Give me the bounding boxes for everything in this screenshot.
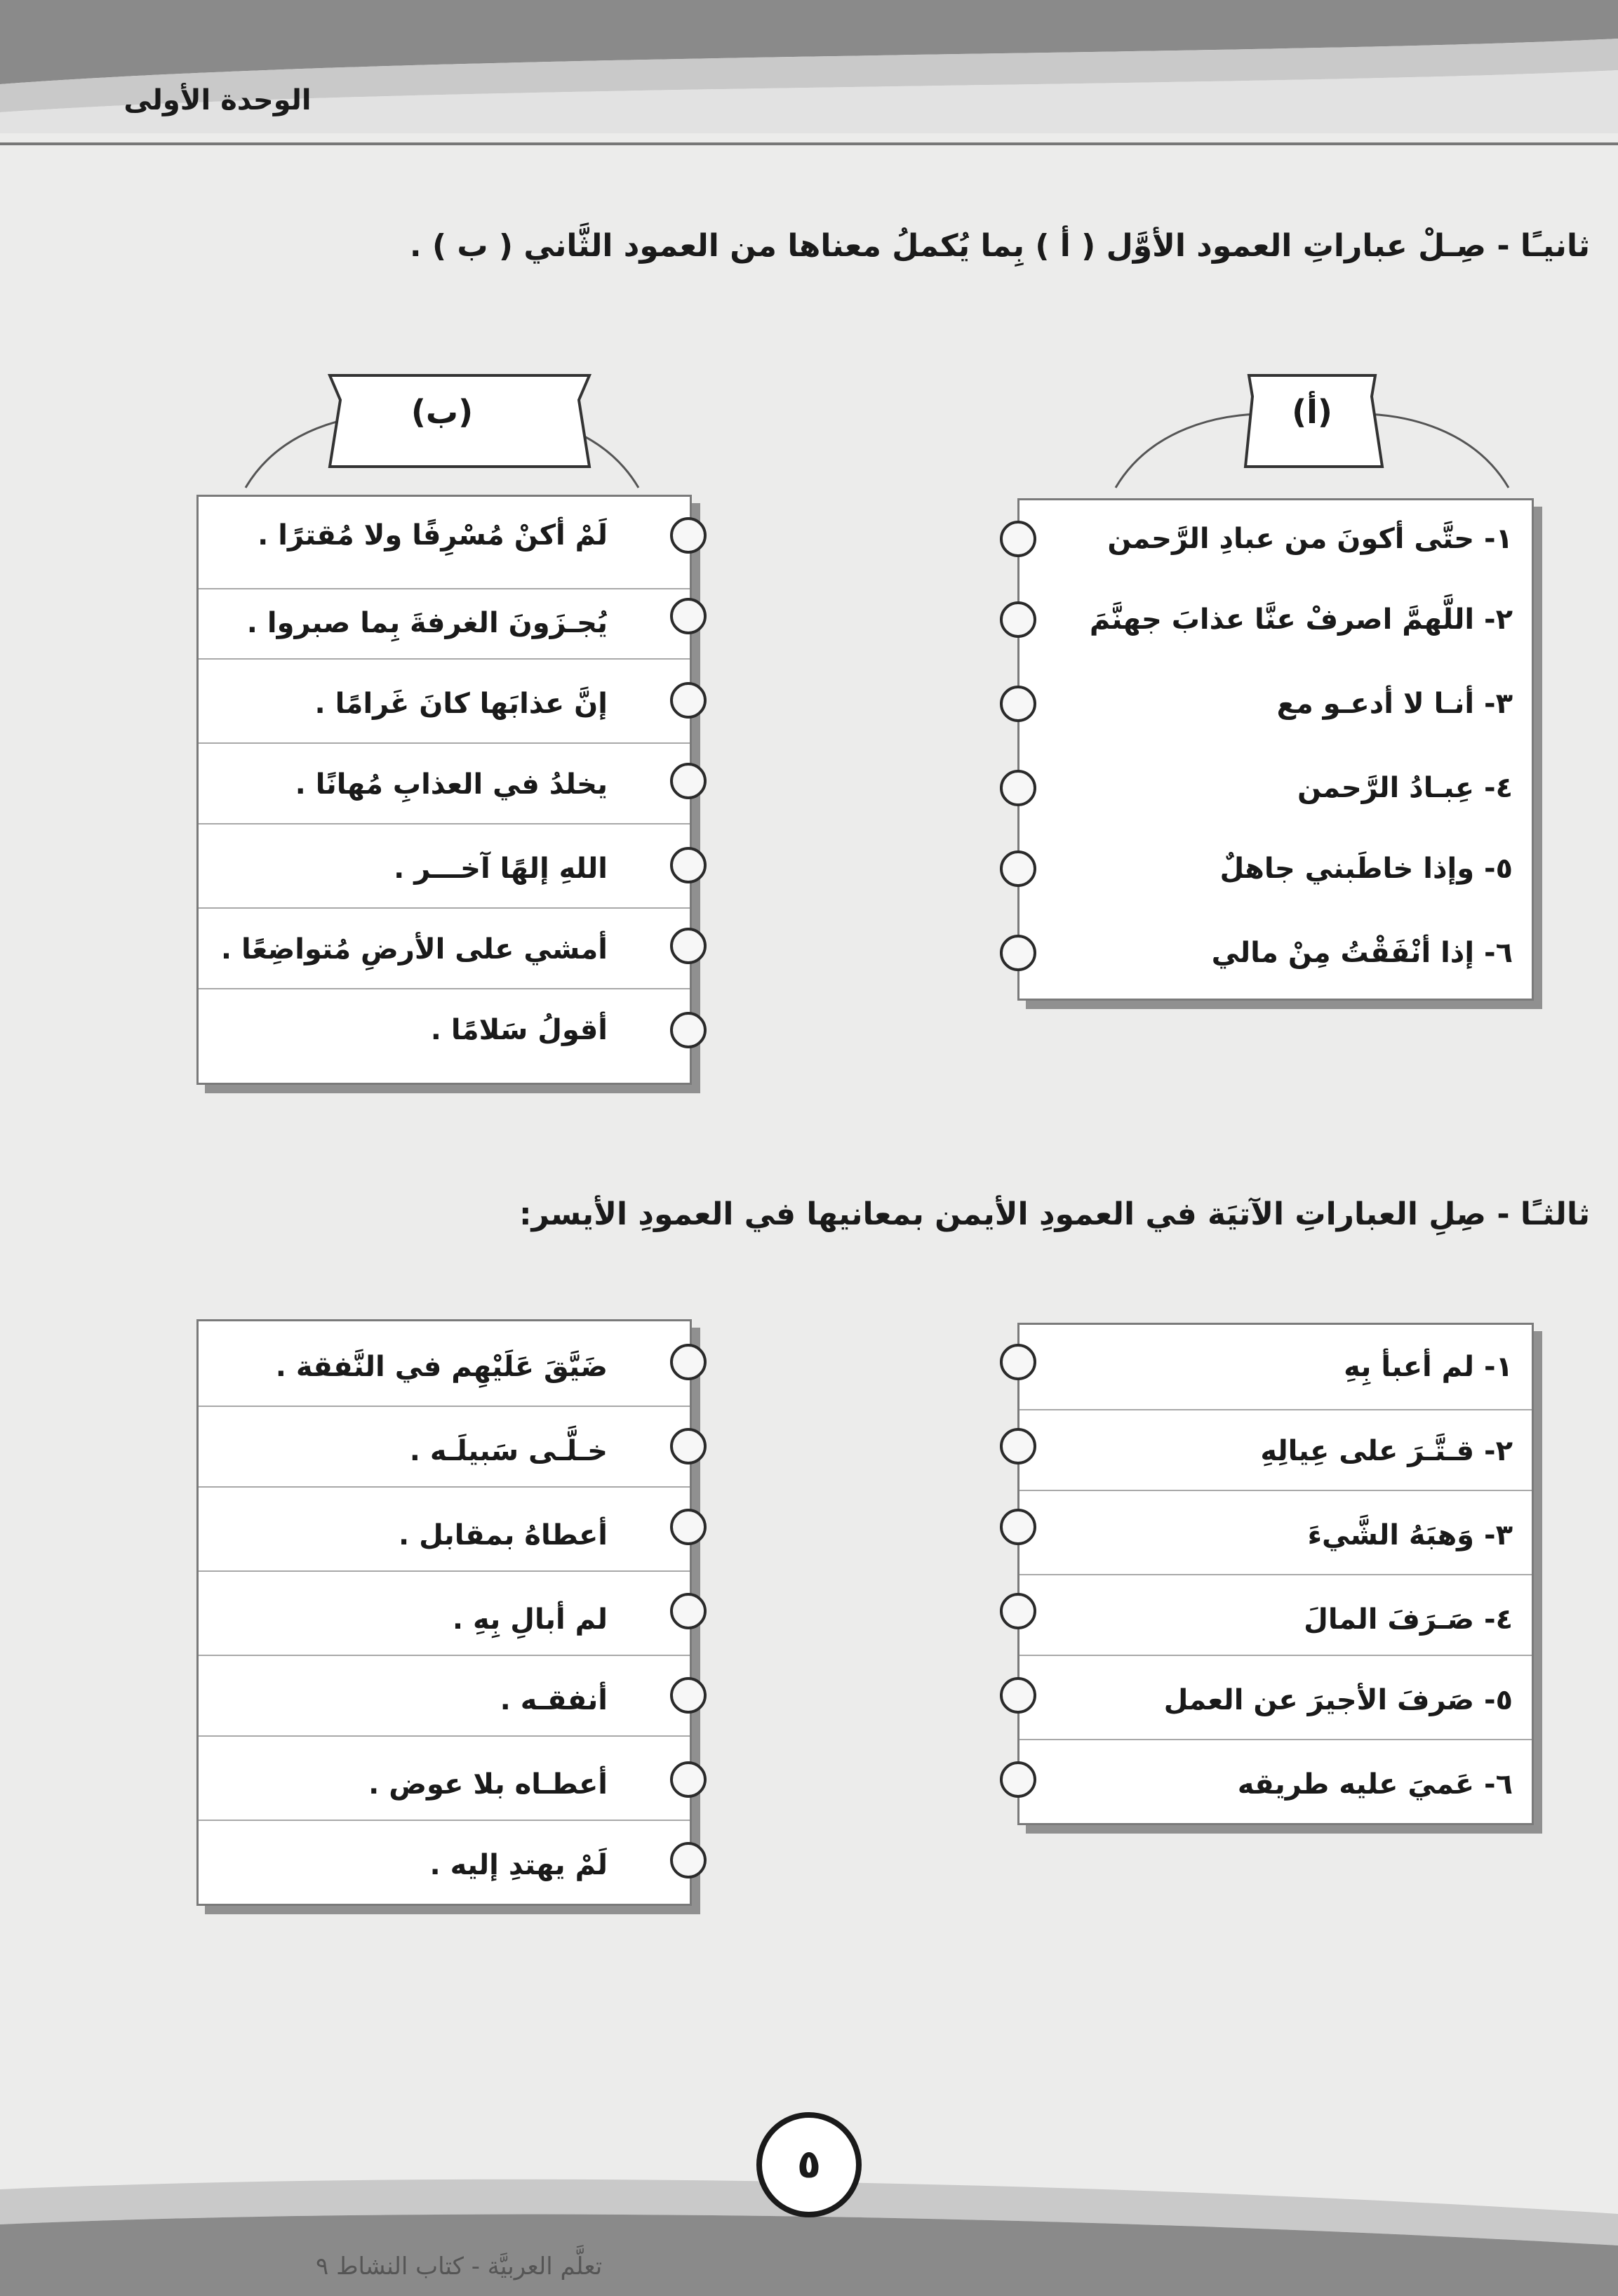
column-a-label: (أ): [1292, 393, 1332, 431]
col-b-ring[interactable]: [670, 517, 707, 554]
col-right-item: ٣- وَهبَهُ الشَّيءَ: [1307, 1519, 1513, 1551]
col-a-item: ٥- وإذا خاطَبني جاهلٌ: [1219, 853, 1513, 885]
col-left-ring[interactable]: [670, 1842, 707, 1878]
col-b-ring[interactable]: [670, 1012, 707, 1048]
col-right-item: ٤- صَـرَفَ المالَ: [1304, 1603, 1513, 1636]
col-b-ring[interactable]: [670, 763, 707, 799]
col-a-item: ١- حتَّى أكونَ من عبادِ الرَّحمن: [1107, 523, 1513, 555]
col-right-ring[interactable]: [1000, 1593, 1036, 1629]
col-left-item: لم أبالِ بِهِ .: [452, 1603, 608, 1636]
col-left-item: أعطاهُ بمقابل .: [398, 1519, 608, 1551]
col-b-item: أمشي على الأرضِ مُتواضِعًا .: [220, 933, 608, 966]
column-left-box: [196, 1319, 692, 1906]
book-title: تعلَّم العربيَّة - كتاب النشاط ٩: [316, 2252, 603, 2281]
col-a-ring[interactable]: [1000, 770, 1036, 806]
col-right-item: ٥- صَرفَ الأجيرَ عن العمل: [1163, 1684, 1513, 1716]
col-b-item: لَمْ أكنْ مُسْرِفًا ولا مُقترًا .: [258, 519, 608, 552]
col-b-item: أقولُ سَلامًا .: [430, 1014, 608, 1046]
col-a-item: ٢- اللَّهمَّ اصرفْ عنَّا عذابَ جهنَّمَ: [1089, 603, 1513, 636]
col-a-ring[interactable]: [1000, 686, 1036, 722]
col-b-item: يُجـزَونَ الغرفةَ بِما صبروا .: [246, 607, 608, 639]
exercise2-instruction: ثانيـًا - صِـلْ عباراتِ العمود الأوَّل ( أ ) بِما يُكملُ معناها من العمود الثَّاني ( ب ) .: [409, 228, 1590, 264]
col-left-ring[interactable]: [670, 1428, 707, 1464]
col-left-item: خـلَّـى سَبيلَـه .: [409, 1435, 608, 1467]
column-a-box: [1017, 498, 1534, 1001]
col-b-ring[interactable]: [670, 682, 707, 719]
col-right-ring[interactable]: [1000, 1677, 1036, 1714]
col-a-item: ٣- أنـا لا أدعـو مع: [1276, 688, 1513, 720]
col-right-item: ٦- عَميَ عليه طريقه: [1237, 1768, 1513, 1801]
col-left-item: أعطـاه بلا عوض .: [368, 1768, 608, 1801]
col-left-item: ضَيَّقَ عَلَيْهِم في النَّفقة .: [275, 1351, 608, 1383]
col-left-item: لَمْ يهتدِ إليه .: [429, 1849, 608, 1881]
header-band: [0, 0, 1618, 147]
col-right-ring[interactable]: [1000, 1344, 1036, 1380]
col-right-ring[interactable]: [1000, 1761, 1036, 1798]
col-b-ring[interactable]: [670, 598, 707, 634]
column-right-box: [1017, 1323, 1534, 1825]
col-a-ring[interactable]: [1000, 935, 1036, 971]
col-b-ring[interactable]: [670, 928, 707, 964]
col-right-item: ١- لم أعبأ بِهِ: [1344, 1351, 1513, 1383]
col-b-ring[interactable]: [670, 847, 707, 883]
col-left-ring[interactable]: [670, 1509, 707, 1545]
col-a-item: ٤- عِبـادُ الرَّحمن: [1297, 772, 1513, 804]
col-left-ring[interactable]: [670, 1344, 707, 1380]
col-a-ring[interactable]: [1000, 601, 1036, 638]
col-right-ring[interactable]: [1000, 1509, 1036, 1545]
col-b-item: يخلدُ في العذابِ مُهانًا .: [295, 768, 608, 801]
column-b-label: (ب): [410, 393, 474, 431]
col-b-item: إنَّ عذابَها كانَ غَرامًا .: [314, 688, 608, 720]
unit-title: الوحدة الأولى: [123, 84, 312, 116]
col-b-item: اللهِ إلهًا آخـــر .: [394, 853, 608, 885]
col-left-ring[interactable]: [670, 1593, 707, 1629]
col-a-ring[interactable]: [1000, 850, 1036, 887]
col-right-item: ٢- قـتَّـرَ على عِيالِهِ: [1260, 1435, 1513, 1467]
col-a-ring[interactable]: [1000, 521, 1036, 557]
exercise3-instruction: ثالثـًا - صِلِ العباراتِ الآتيَة في العمودِ الأيمن بمعانيها في العمودِ الأيسر:: [519, 1196, 1590, 1232]
page-number: ٥: [756, 2112, 862, 2217]
col-right-ring[interactable]: [1000, 1428, 1036, 1464]
col-left-ring[interactable]: [670, 1761, 707, 1798]
col-left-ring[interactable]: [670, 1677, 707, 1714]
col-left-item: أنفقـه .: [500, 1684, 608, 1716]
col-a-item: ٦- إذا أنْفَقْتُ مِنْ مالي: [1211, 937, 1513, 969]
